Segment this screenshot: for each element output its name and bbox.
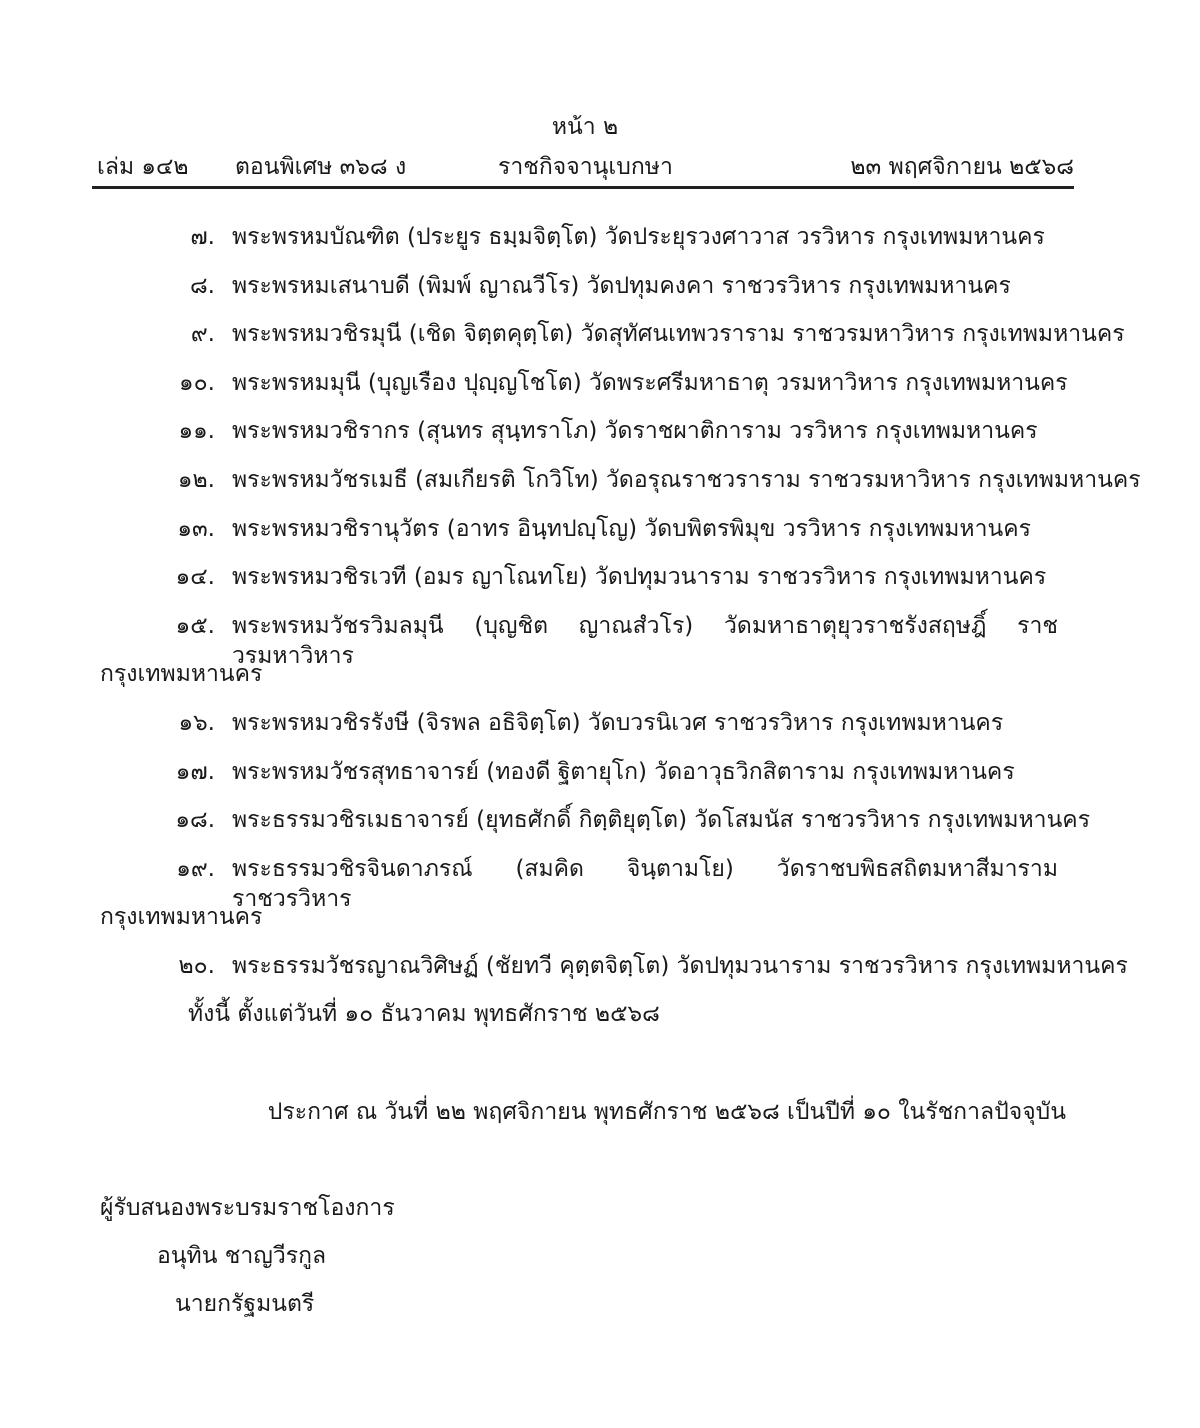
item-number: ๑๒. bbox=[177, 467, 215, 493]
item-text: พระพรหมบัณฑิต (ประยูร ธมฺมจิตฺโต) วัดประยุรวงศาวาส วรวิหาร กรุงเทพมหานคร bbox=[232, 224, 1045, 250]
item-text: พระพรหมวัชรวิมลมุนี (บุญชิต ญาณสํวโร) วัดมหาธาตุยุวราชรังสฤษฎิ์ ราชวรมหาวิหาร bbox=[232, 612, 1058, 669]
item-number: ๑๗. bbox=[175, 758, 215, 785]
header-publication: ราชกิจจานุเบกษา bbox=[498, 154, 673, 180]
item-text: พระพรหมวชิรรังษี (จิรพล อธิจิตฺโต) วัดบวรนิเวศ ราชวรวิหาร กรุงเทพมหานคร bbox=[232, 710, 1004, 736]
item-text: พระธรรมวชิรจินดาภรณ์ (สมคิด จินฺตามโย) วัดราชบพิธสถิตมหาสีมาราม ราชวรวิหาร bbox=[232, 855, 1058, 912]
header-date: ๒๓ พฤศจิกายน ๒๕๖๘ bbox=[850, 154, 1074, 180]
countersign-label: ผู้รับสนองพระบรมราชโองการ bbox=[100, 1195, 395, 1221]
item-text: พระพรหมวชิรานุวัตร (อาทร อินฺทปญฺโญ) วัดบพิตรพิมุข วรวิหาร กรุงเทพมหานคร bbox=[232, 515, 1031, 542]
item-text: พระธรรมวชิรเมธาจารย์ (ยุทธศักดิ์ กิตฺติยุตฺโต) วัดโสมนัส ราชวรวิหาร กรุงเทพมหานคร bbox=[232, 807, 1091, 834]
item-text: พระพรหมวัชรสุทธาจารย์ (ทองดี ฐิตายุโก) วัดอาวุธวิกสิตาราม กรุงเทพมหานคร bbox=[232, 758, 1015, 785]
item-text: พระพรหมวัชรเมธี (สมเกียรติ โกวิโท) วัดอรุณราชวราราม ราชวรมหาวิหาร กรุงเทพมหานคร bbox=[232, 467, 1141, 493]
item-continuation: กรุงเทพมหานคร bbox=[100, 904, 263, 931]
item-number: ๑๔. bbox=[175, 564, 215, 591]
item-text: พระธรรมวัชรญาณวิศิษฏ์ (ชัยทวี คุตฺตจิตฺโต) วัดปทุมวนาราม ราชวรวิหาร กรุงเทพมหานคร bbox=[232, 953, 1128, 979]
signatory-title: นายกรัฐมนตรี bbox=[175, 1291, 315, 1317]
effective-date: ทั้งนี้ ตั้งแต่วันที่ ๑๐ ธันวาคม พุทธศักราช ๒๕๖๘ bbox=[188, 1001, 660, 1027]
item-number: ๑๙. bbox=[176, 855, 215, 882]
item-number: ๑๑. bbox=[178, 418, 215, 445]
item-number: ๑๖. bbox=[178, 710, 215, 736]
item-number: ๙. bbox=[190, 321, 215, 348]
item-number: ๑๘. bbox=[175, 807, 215, 834]
signatory-name: อนุทิน ชาญวีรกูล bbox=[157, 1243, 327, 1269]
header-volume: เล่ม ๑๔๒ bbox=[97, 154, 189, 180]
item-number: ๑๓. bbox=[177, 515, 215, 542]
item-number: ๒๐. bbox=[178, 953, 215, 979]
page-number: หน้า ๒ bbox=[551, 114, 619, 140]
item-text: พระพรหมวชิรมุนี (เชิด จิตฺตคุตฺโต) วัดสุทัศนเทพวราราม ราชวรมหาวิหาร กรุงเทพมหานคร bbox=[232, 321, 1125, 348]
header-divider bbox=[92, 186, 1074, 189]
item-text: พระพรหมวชิรากร (สุนทร สุนฺทราโภ) วัดราชผาติการาม วรวิหาร กรุงเทพมหานคร bbox=[232, 418, 1038, 445]
item-number: ๑๐. bbox=[179, 369, 215, 396]
item-continuation: กรุงเทพมหานคร bbox=[100, 661, 263, 688]
header-section: ตอนพิเศษ ๓๖๘ ง bbox=[235, 154, 407, 180]
item-text: พระพรหมมุนี (บุญเรือง ปุญฺญโชโต) วัดพระศรีมหาธาตุ วรมหาวิหาร กรุงเทพมหานคร bbox=[232, 369, 1068, 396]
item-text: พระพรหมวชิรเวที (อมร ญาโณทโย) วัดปทุมวนาราม ราชวรวิหาร กรุงเทพมหานคร bbox=[232, 564, 1047, 591]
item-text: พระพรหมเสนาบดี (พิมพ์ ญาณวีโร) วัดปทุมคงคา ราชวรวิหาร กรุงเทพมหานคร bbox=[232, 272, 1011, 299]
proclamation-date: ประกาศ ณ วันที่ ๒๒ พฤศจิกายน พุทธศักราช ๒๕๖๘ เป็นปีที่ ๑๐ ในรัชกาลปัจจุบัน bbox=[267, 1099, 1066, 1125]
item-number: ๑๕. bbox=[175, 612, 215, 639]
item-number: ๗. bbox=[190, 224, 215, 250]
item-number: ๘. bbox=[189, 272, 215, 299]
